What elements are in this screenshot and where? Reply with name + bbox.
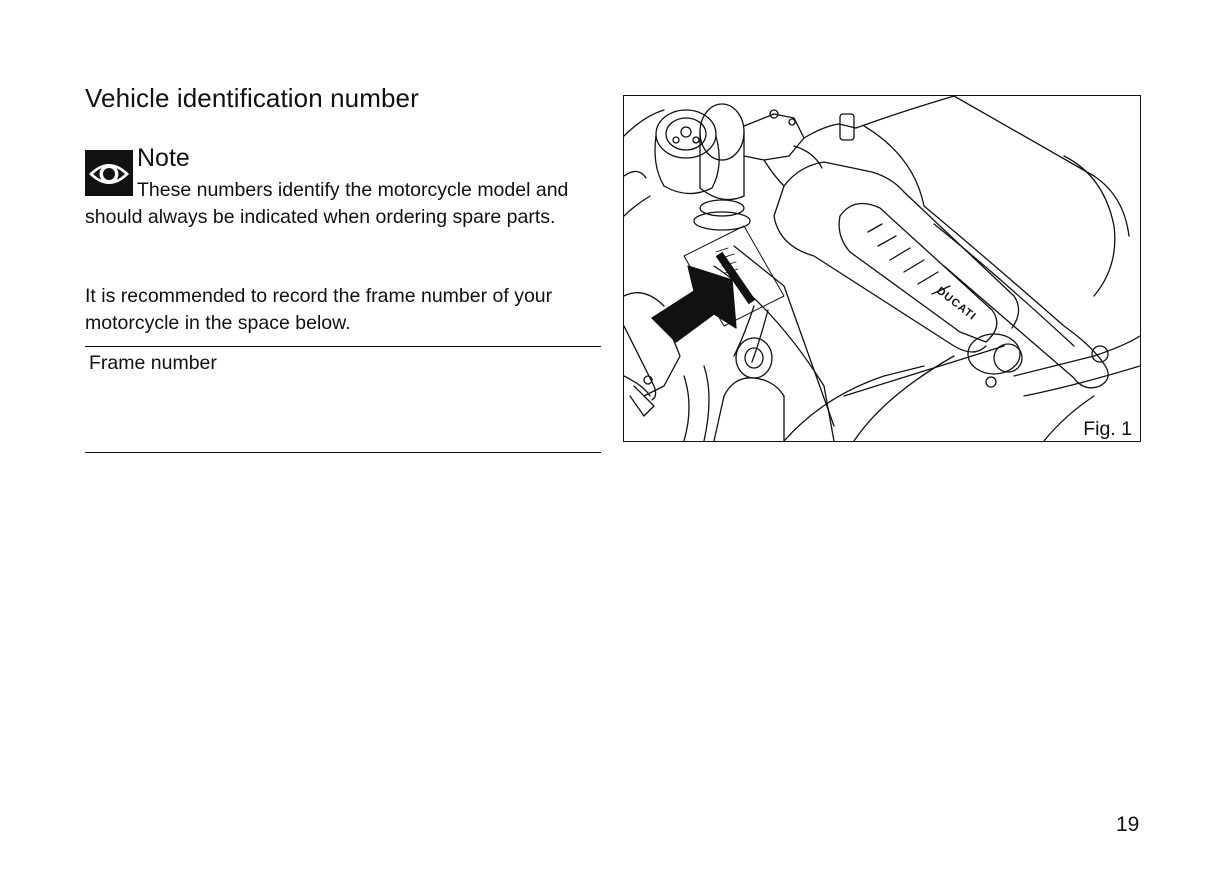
frame-number-top-rule xyxy=(85,346,601,347)
page-number: 19 xyxy=(1116,813,1140,836)
frame-number-label: Frame number xyxy=(89,352,217,374)
section-title: Vehicle identification number xyxy=(85,83,419,113)
brand-text: DUCATI xyxy=(934,284,979,324)
motorcycle-line-drawing xyxy=(624,96,1140,441)
figure-motorcycle-handlebar xyxy=(623,95,1141,442)
note-text xyxy=(85,177,605,231)
frame-number-bottom-rule xyxy=(85,452,601,453)
note-body: These numbers identify the motorcycle model and should always be indicated when ordering spare parts. xyxy=(85,179,569,228)
recommendation-text: It is recommended to record the frame number of your motorcycle in the space below. xyxy=(85,285,553,334)
note-label: Note xyxy=(137,144,190,172)
figure-caption: Fig. 1 xyxy=(1083,418,1132,440)
